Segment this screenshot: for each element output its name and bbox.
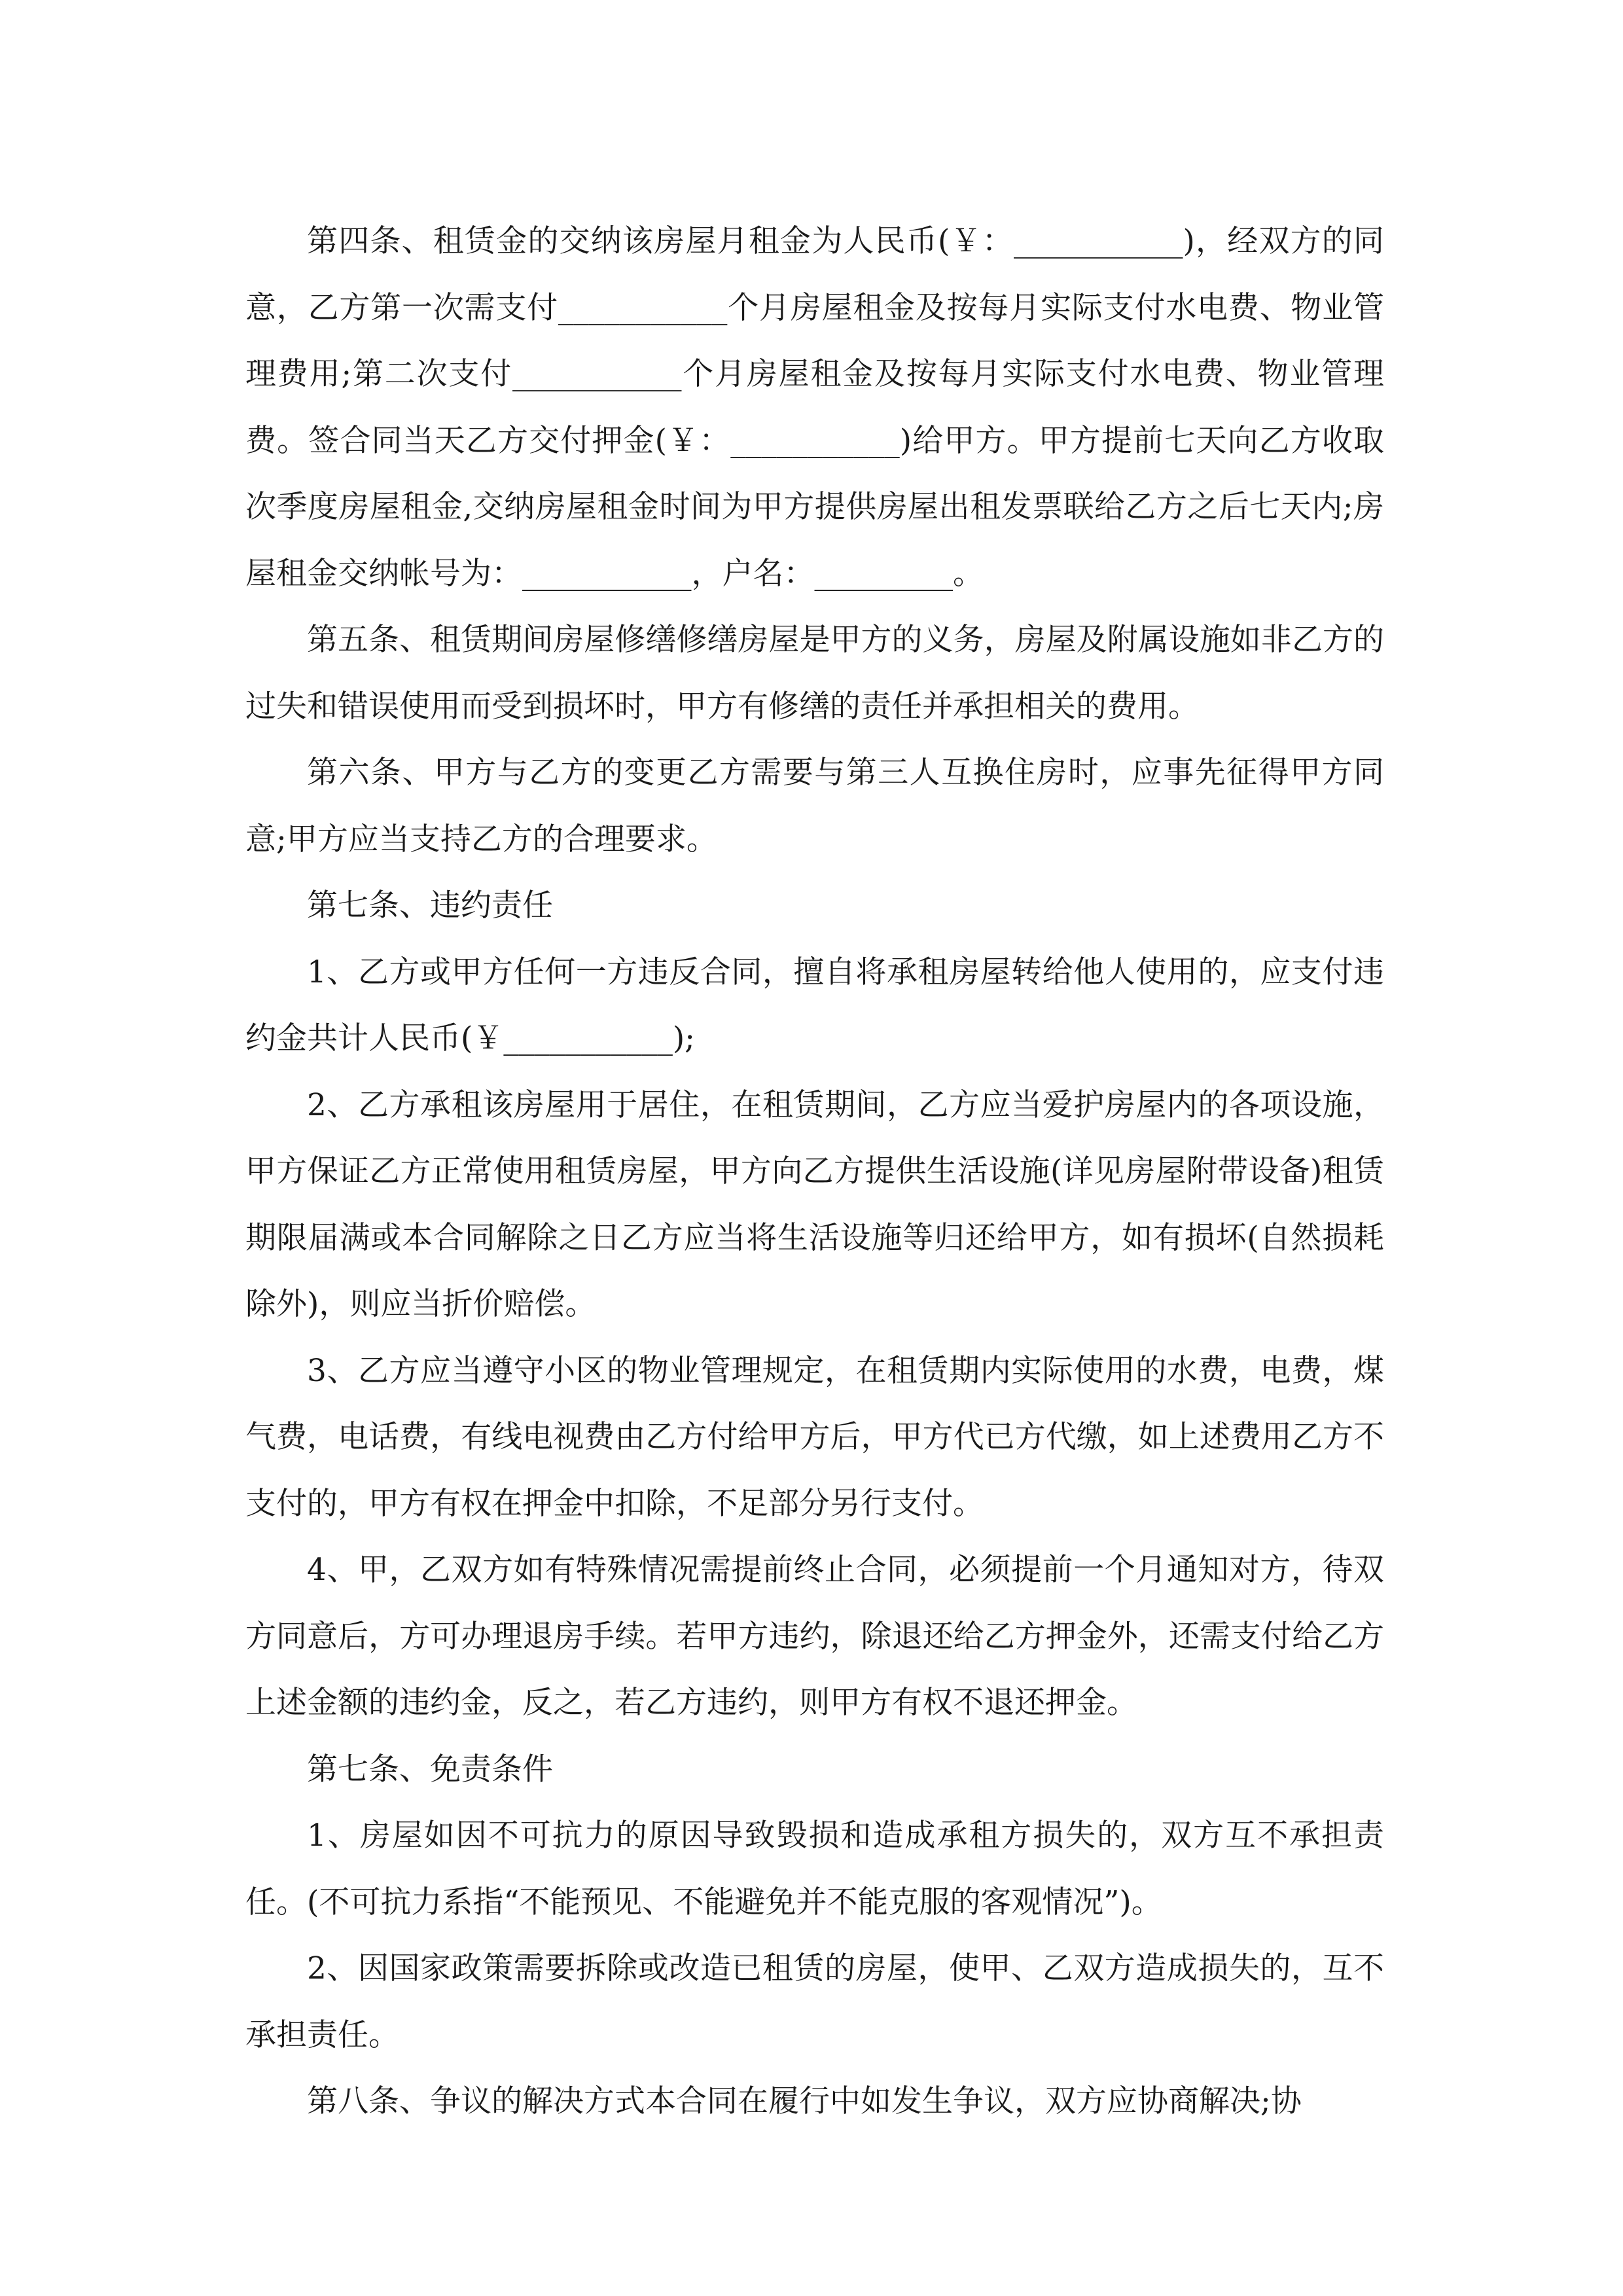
paragraph-liability-item-1: 1、乙方或甲方任何一方违反合同，擅自将承租房屋转给他人使用的，应支付违约金共计人民币(￥___________); <box>245 954 1384 1056</box>
document-body <box>245 208 1384 2135</box>
paragraph-exemption-item-1: 1、房屋如因不可抗力的原因导致毁损和造成承租方损失的，双方互不承担责任。(不可抗力系指“不能预见、不能避免并不能克服的客观情况”)。 <box>245 1818 1384 1920</box>
paragraph-liability-item-4: 4、甲，乙双方如有特殊情况需提前终止合同，必须提前一个月通知对方，待双方同意后，方可办理退房手续。若甲方违约，除退还给乙方押金外，还需支付给乙方上述金额的违约金，反之，若乙方违约，则甲方有权不退还押金。 <box>245 1552 1384 1721</box>
paragraph-liability-item-3: 3、乙方应当遵守小区的物业管理规定，在租赁期内实际使用的水费，电费，煤气费，电话费，有线电视费由乙方付给甲方后，甲方代已方代缴，如上述费用乙方不支付的，甲方有权在押金中扣除，不足部分另行支付。 <box>245 1352 1384 1522</box>
paragraph-liability-item-2: 2、乙方承租该房屋用于居住，在租赁期间，乙方应当爱护房屋内的各项设施，甲方保证乙方正常使用租赁房屋，甲方向乙方提供生活设施(详见房屋附带设备)租赁期限届满或本合同解除之日乙方应当将生活设施等归还给甲方，如有损坏(自然损耗除外)，则应当折价赔偿。 <box>245 1086 1384 1322</box>
paragraph-article-5-repairs: 第五条、租赁期间房屋修缮修缮房屋是甲方的义务，房屋及附属设施如非乙方的过失和错误使用而受到损坏时，甲方有修缮的责任并承担相关的费用。 <box>245 622 1384 725</box>
paragraph-article-8-disputes: 第八条、争议的解决方式本合同在履行中如发生争议，双方应协商解决;协 <box>307 2083 1302 2119</box>
paragraph-article-4-rent-payment: 第四条、租赁金的交纳该房屋月租金为人民币(￥：___________)，经双方的同意，乙方第一次需支付___________个月房屋租金及按每月实际支付水电费、物业管理费用;第二次支付___________个月房屋租金及按每月实际支付水电费、物业管理费。签合同当天乙方交付押金(￥：___________)给甲方。甲方提前七天向乙方收取次季度房屋租金,交纳房屋租金时间为甲方提供房屋出租发票联给乙方之后七天内;房屋租金交纳帐号为：___________，户名：_________。 <box>245 223 1384 592</box>
paragraph-article-6-changes: 第六条、甲方与乙方的变更乙方需要与第三人互换住房时，应事先征得甲方同意;甲方应当支持乙方的合理要求。 <box>245 755 1384 857</box>
heading-article-7-exemption: 第七条、免责条件 <box>307 1751 553 1787</box>
heading-article-7-liability: 第七条、违约责任 <box>307 888 553 924</box>
paragraph-exemption-item-2: 2、因国家政策需要拆除或改造已租赁的房屋，使甲、乙双方造成损失的，互不承担责任。 <box>245 1950 1384 2053</box>
